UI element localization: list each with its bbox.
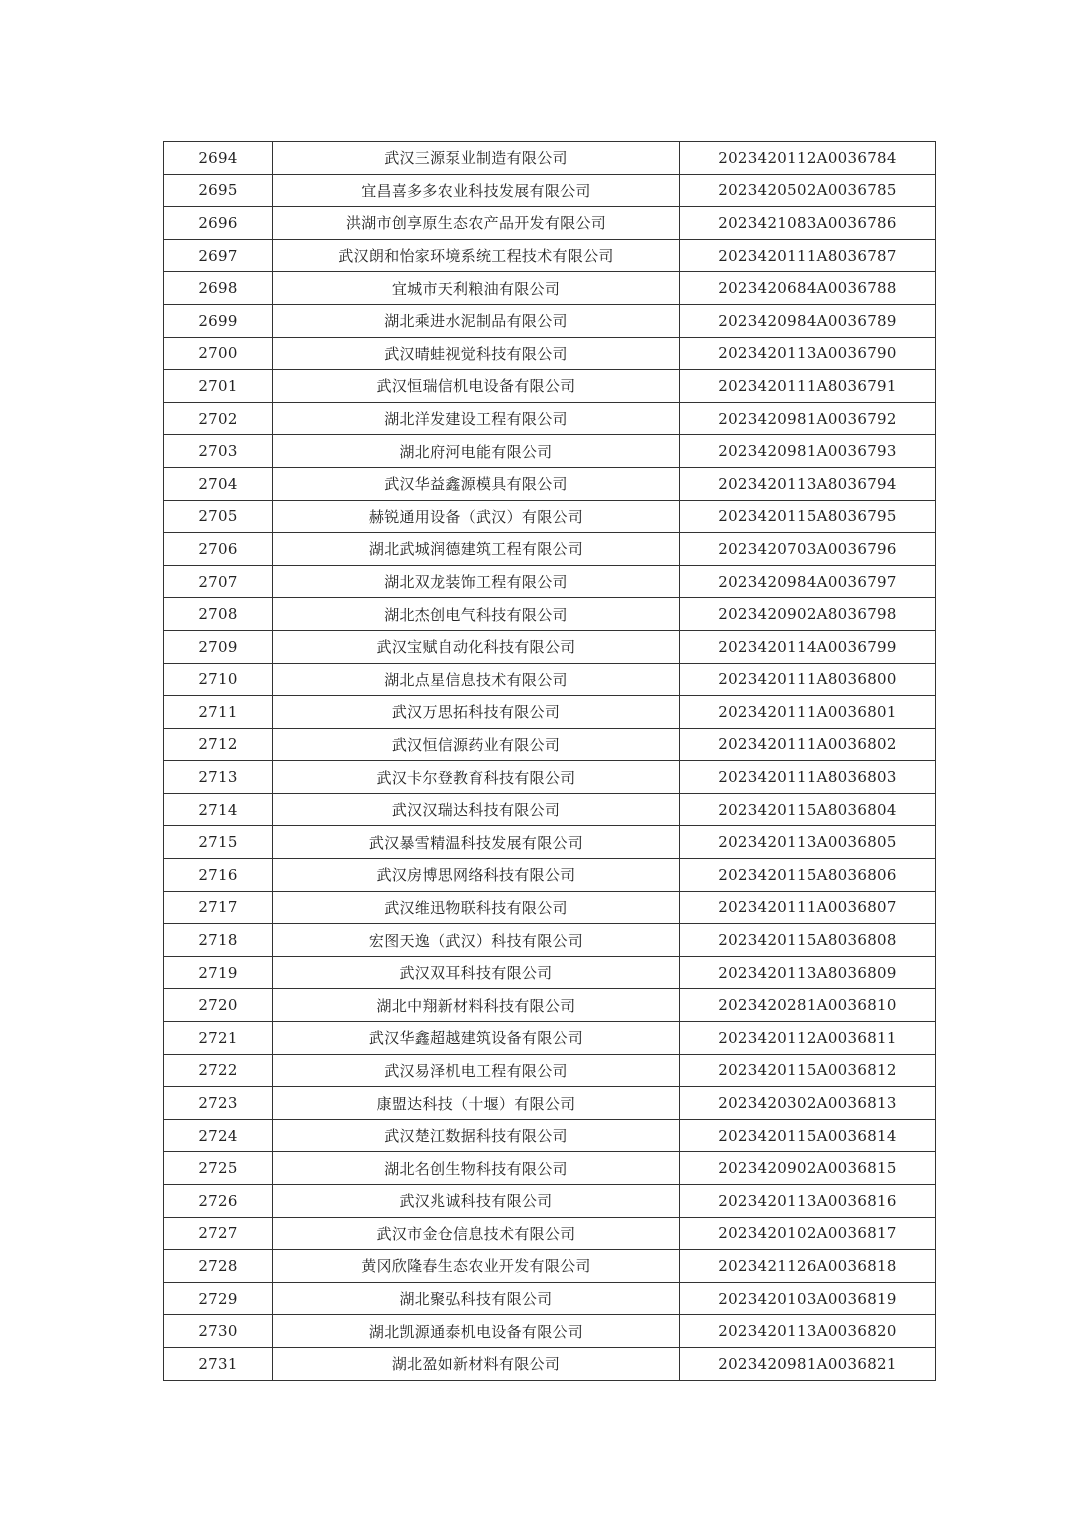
row-number: 2702 (164, 402, 273, 435)
row-number: 2727 (164, 1217, 273, 1250)
registration-code: 2023420115A0036812 (680, 1054, 936, 1087)
table-row (164, 1054, 936, 1087)
row-number: 2728 (164, 1250, 273, 1283)
row-number: 2696 (164, 207, 273, 240)
row-number: 2711 (164, 696, 273, 729)
row-number: 2707 (164, 565, 273, 598)
company-name: 湖北乘进水泥制品有限公司 (273, 304, 680, 337)
table-row (164, 1087, 936, 1120)
table-row (164, 728, 936, 761)
company-name: 康盟达科技（十堰）有限公司 (273, 1087, 680, 1120)
registration-code: 2023420113A0036805 (680, 826, 936, 859)
row-number: 2719 (164, 956, 273, 989)
table-row (164, 142, 936, 175)
company-name: 武汉兆诚科技有限公司 (273, 1185, 680, 1218)
row-number: 2694 (164, 142, 273, 175)
company-name: 武汉汉瑞达科技有限公司 (273, 793, 680, 826)
registration-code: 2023420115A8036804 (680, 793, 936, 826)
company-name: 武汉朗和怡家环境系统工程技术有限公司 (273, 239, 680, 272)
row-number: 2695 (164, 174, 273, 207)
table-row (164, 1152, 936, 1185)
table-row (164, 337, 936, 370)
registration-code: 2023421126A0036818 (680, 1250, 936, 1283)
table-row (164, 565, 936, 598)
row-number: 2697 (164, 239, 273, 272)
row-number: 2704 (164, 467, 273, 500)
registration-code: 2023420111A8036800 (680, 663, 936, 696)
company-name: 湖北中翔新材料科技有限公司 (273, 989, 680, 1022)
company-name: 武汉卡尔登教育科技有限公司 (273, 761, 680, 794)
table-row (164, 1119, 936, 1152)
table-row (164, 696, 936, 729)
row-number: 2710 (164, 663, 273, 696)
registration-code: 2023420102A0036817 (680, 1217, 936, 1250)
registration-code: 2023420115A0036814 (680, 1119, 936, 1152)
registration-code: 2023420111A0036801 (680, 696, 936, 729)
registration-code: 2023420984A0036797 (680, 565, 936, 598)
row-number: 2713 (164, 761, 273, 794)
table-row (164, 435, 936, 468)
company-name: 武汉楚江数据科技有限公司 (273, 1119, 680, 1152)
row-number: 2699 (164, 304, 273, 337)
company-name: 湖北聚弘科技有限公司 (273, 1282, 680, 1315)
row-number: 2709 (164, 630, 273, 663)
row-number: 2721 (164, 1022, 273, 1055)
company-registry-table (163, 141, 936, 1381)
company-name: 湖北名创生物科技有限公司 (273, 1152, 680, 1185)
table-row (164, 924, 936, 957)
table-row (164, 467, 936, 500)
table-row (164, 826, 936, 859)
row-number: 2708 (164, 598, 273, 631)
table-row (164, 272, 936, 305)
company-name: 武汉暴雪精温科技发展有限公司 (273, 826, 680, 859)
company-name: 武汉恒瑞信机电设备有限公司 (273, 370, 680, 403)
table-row (164, 891, 936, 924)
table-row (164, 1022, 936, 1055)
registration-code: 2023420684A0036788 (680, 272, 936, 305)
company-name: 武汉易泽机电工程有限公司 (273, 1054, 680, 1087)
registration-code: 2023420981A0036821 (680, 1347, 936, 1380)
registration-code: 2023420115A8036808 (680, 924, 936, 957)
company-name: 武汉双耳科技有限公司 (273, 956, 680, 989)
company-name: 黄冈欣隆春生态农业开发有限公司 (273, 1250, 680, 1283)
table-row (164, 207, 936, 240)
registration-code: 2023420115A8036795 (680, 500, 936, 533)
registration-code: 2023421083A0036786 (680, 207, 936, 240)
row-number: 2725 (164, 1152, 273, 1185)
company-name: 洪湖市创享原生态农产品开发有限公司 (273, 207, 680, 240)
table-row (164, 663, 936, 696)
registration-code: 2023420981A0036793 (680, 435, 936, 468)
company-name: 武汉房博思网络科技有限公司 (273, 859, 680, 892)
table-row (164, 1347, 936, 1380)
table-row (164, 859, 936, 892)
company-name: 湖北双龙装饰工程有限公司 (273, 565, 680, 598)
table-row (164, 402, 936, 435)
row-number: 2705 (164, 500, 273, 533)
row-number: 2700 (164, 337, 273, 370)
table-row (164, 761, 936, 794)
registration-code: 2023420113A0036820 (680, 1315, 936, 1348)
row-number: 2723 (164, 1087, 273, 1120)
company-name: 武汉三源泵业制造有限公司 (273, 142, 680, 175)
registration-code: 2023420115A8036806 (680, 859, 936, 892)
registration-code: 2023420113A8036794 (680, 467, 936, 500)
registration-code: 2023420111A0036807 (680, 891, 936, 924)
row-number: 2715 (164, 826, 273, 859)
row-number: 2714 (164, 793, 273, 826)
registration-code: 2023420111A8036803 (680, 761, 936, 794)
registration-code: 2023420113A0036790 (680, 337, 936, 370)
registration-code: 2023420902A0036815 (680, 1152, 936, 1185)
row-number: 2701 (164, 370, 273, 403)
company-name: 武汉恒信源药业有限公司 (273, 728, 680, 761)
table-row (164, 174, 936, 207)
registration-code: 2023420111A8036791 (680, 370, 936, 403)
table-row (164, 1282, 936, 1315)
table-row (164, 304, 936, 337)
table-row (164, 1185, 936, 1218)
company-name: 湖北盈如新材料有限公司 (273, 1347, 680, 1380)
registration-code: 2023420502A0036785 (680, 174, 936, 207)
company-name: 武汉宝赋自动化科技有限公司 (273, 630, 680, 663)
row-number: 2731 (164, 1347, 273, 1380)
table-row (164, 1250, 936, 1283)
table-row (164, 370, 936, 403)
registration-code: 2023420902A8036798 (680, 598, 936, 631)
company-name: 武汉华鑫超越建筑设备有限公司 (273, 1022, 680, 1055)
table-row (164, 239, 936, 272)
company-name: 湖北府河电能有限公司 (273, 435, 680, 468)
row-number: 2726 (164, 1185, 273, 1218)
row-number: 2720 (164, 989, 273, 1022)
company-name: 武汉万思拓科技有限公司 (273, 696, 680, 729)
row-number: 2703 (164, 435, 273, 468)
company-name: 湖北凯源通泰机电设备有限公司 (273, 1315, 680, 1348)
company-name: 武汉晴蛙视觉科技有限公司 (273, 337, 680, 370)
registration-code: 2023420112A0036784 (680, 142, 936, 175)
company-name: 武汉华益鑫源模具有限公司 (273, 467, 680, 500)
company-name: 湖北点星信息技术有限公司 (273, 663, 680, 696)
row-number: 2724 (164, 1119, 273, 1152)
table-row (164, 1315, 936, 1348)
registration-code: 2023420302A0036813 (680, 1087, 936, 1120)
row-number: 2722 (164, 1054, 273, 1087)
company-name: 湖北杰创电气科技有限公司 (273, 598, 680, 631)
table-row (164, 1217, 936, 1250)
table-row (164, 500, 936, 533)
company-name: 宏图天逸（武汉）科技有限公司 (273, 924, 680, 957)
registration-code: 2023420281A0036810 (680, 989, 936, 1022)
row-number: 2718 (164, 924, 273, 957)
table-row (164, 533, 936, 566)
registration-code: 2023420984A0036789 (680, 304, 936, 337)
registration-code: 2023420111A8036787 (680, 239, 936, 272)
company-name: 湖北武城润德建筑工程有限公司 (273, 533, 680, 566)
table-row (164, 956, 936, 989)
company-name: 宜城市天利粮油有限公司 (273, 272, 680, 305)
registration-code: 2023420111A0036802 (680, 728, 936, 761)
row-number: 2730 (164, 1315, 273, 1348)
company-name: 武汉维迅物联科技有限公司 (273, 891, 680, 924)
row-number: 2712 (164, 728, 273, 761)
registration-code: 2023420981A0036792 (680, 402, 936, 435)
row-number: 2698 (164, 272, 273, 305)
company-name: 武汉市金仓信息技术有限公司 (273, 1217, 680, 1250)
row-number: 2729 (164, 1282, 273, 1315)
registration-code: 2023420112A0036811 (680, 1022, 936, 1055)
registration-code: 2023420114A0036799 (680, 630, 936, 663)
registration-code: 2023420703A0036796 (680, 533, 936, 566)
row-number: 2716 (164, 859, 273, 892)
registration-code: 2023420113A8036809 (680, 956, 936, 989)
table-row (164, 989, 936, 1022)
company-name: 宜昌喜多多农业科技发展有限公司 (273, 174, 680, 207)
table-row (164, 793, 936, 826)
company-name: 赫锐通用设备（武汉）有限公司 (273, 500, 680, 533)
registration-code: 2023420113A0036816 (680, 1185, 936, 1218)
company-name: 湖北洋发建设工程有限公司 (273, 402, 680, 435)
row-number: 2717 (164, 891, 273, 924)
registration-code: 2023420103A0036819 (680, 1282, 936, 1315)
table-row (164, 630, 936, 663)
row-number: 2706 (164, 533, 273, 566)
table-row (164, 598, 936, 631)
table-body (164, 142, 936, 1381)
